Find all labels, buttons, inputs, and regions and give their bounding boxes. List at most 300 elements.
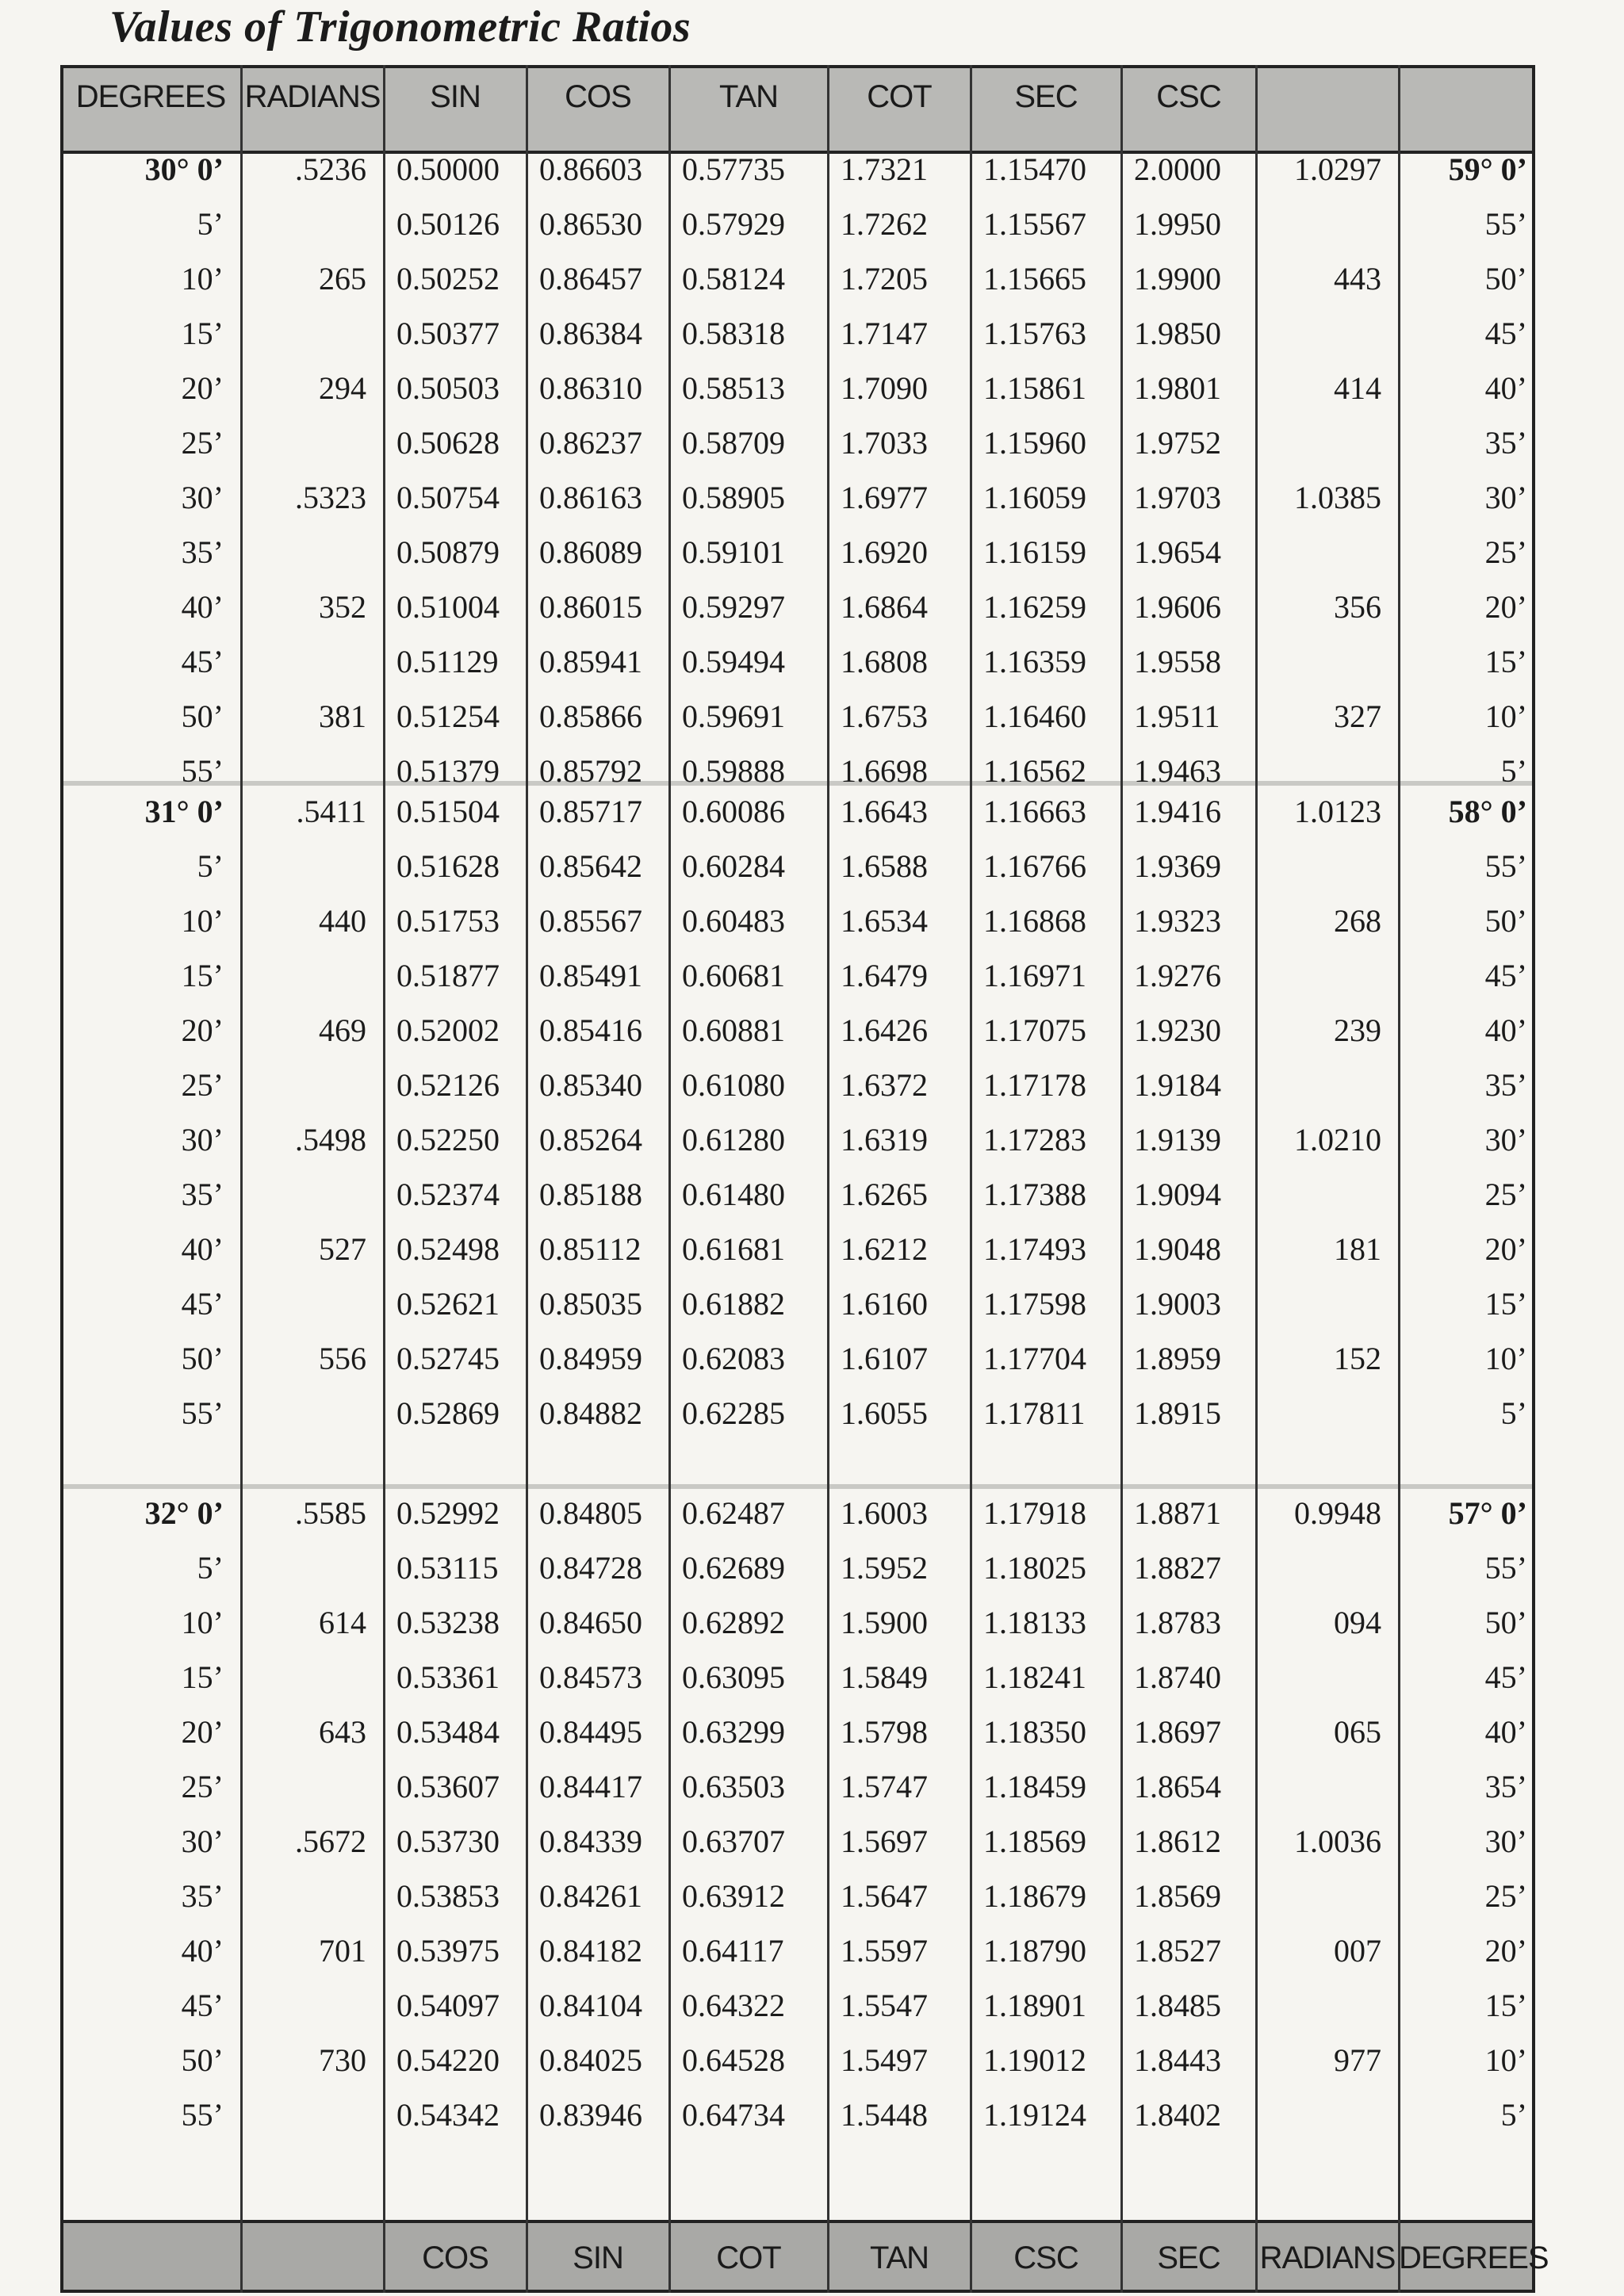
cell-deg: 45’ xyxy=(181,644,224,679)
cell-deg: 40’ xyxy=(181,1933,224,1969)
page-title: Values of Trigonometric Ratios xyxy=(109,2,691,52)
cell-tan: 0.61080 xyxy=(682,1067,785,1103)
cell-csc: 1.8612 xyxy=(1134,1823,1221,1859)
cell-rad: .5672 xyxy=(295,1823,366,1859)
cell-sin: 0.52745 xyxy=(396,1341,500,1376)
cell-rad: .5411 xyxy=(296,794,366,829)
cell-cos: 0.86237 xyxy=(539,425,642,461)
cell-deg: 5’ xyxy=(197,848,224,884)
cell-rad: 294 xyxy=(319,370,366,406)
cell-cot: 1.7321 xyxy=(841,151,928,187)
cell-deg: 55’ xyxy=(181,2097,224,2133)
cell-sec: 1.16259 xyxy=(983,589,1086,625)
cell-deg: 25’ xyxy=(181,425,224,461)
cell-sin: 0.51254 xyxy=(396,698,500,734)
cell-cos: 0.85188 xyxy=(539,1177,642,1212)
cell-cot: 1.5952 xyxy=(841,1550,928,1586)
cell-rad: 614 xyxy=(319,1605,366,1640)
cell-cot: 1.5900 xyxy=(841,1605,928,1640)
cell-csc: 1.9184 xyxy=(1134,1067,1221,1103)
cell-rad: 730 xyxy=(319,2042,366,2078)
cell-sin: 0.51379 xyxy=(396,753,500,789)
cell-cot: 1.7033 xyxy=(841,425,928,461)
cell-sec: 1.18679 xyxy=(983,1878,1086,1914)
header-cos: COS xyxy=(565,79,631,114)
cell-cos: 0.85792 xyxy=(539,753,642,789)
cell-sin: 0.51004 xyxy=(396,589,500,625)
cell-cot: 1.5747 xyxy=(841,1769,928,1804)
cell-cot: 1.6426 xyxy=(841,1012,928,1048)
cell-sec: 1.18901 xyxy=(983,1988,1086,2023)
cell-rrad: 094 xyxy=(1334,1605,1381,1640)
cell-sec: 1.17598 xyxy=(983,1286,1086,1322)
cell-rdeg: 15’ xyxy=(1484,1988,1527,2023)
cell-rdeg: 40’ xyxy=(1484,1714,1527,1750)
cell-rrad: 1.0123 xyxy=(1294,794,1381,829)
cell-sec: 1.17493 xyxy=(983,1231,1086,1267)
cell-csc: 1.8959 xyxy=(1134,1341,1221,1376)
cell-deg: 30’ xyxy=(181,480,224,515)
cell-rrad: 443 xyxy=(1334,261,1381,297)
cell-deg: 40’ xyxy=(181,589,224,625)
cell-tan: 0.57929 xyxy=(682,206,785,242)
cell-rrad: 065 xyxy=(1334,1714,1381,1750)
cell-sin: 0.51504 xyxy=(396,794,500,829)
cell-sec: 1.18133 xyxy=(983,1605,1086,1640)
cell-cos: 0.86015 xyxy=(539,589,642,625)
cell-deg: 20’ xyxy=(181,1714,224,1750)
cell-rrad: 1.0036 xyxy=(1294,1823,1381,1859)
cell-cot: 1.6753 xyxy=(841,698,928,734)
cell-tan: 0.59494 xyxy=(682,644,785,679)
footer-radians: RADIANS xyxy=(1259,2241,1396,2275)
cell-cot: 1.6588 xyxy=(841,848,928,884)
footer-cot: COT xyxy=(716,2241,781,2275)
cell-sin: 0.52498 xyxy=(396,1231,500,1267)
cell-rad: .5585 xyxy=(295,1495,366,1531)
cell-sin: 0.52126 xyxy=(396,1067,500,1103)
header-sin: SIN xyxy=(430,79,481,114)
cell-tan: 0.61280 xyxy=(682,1122,785,1158)
cell-cos: 0.85416 xyxy=(539,1012,642,1048)
footer-cos: COS xyxy=(422,2241,488,2275)
cell-rrad: 0.9948 xyxy=(1294,1495,1381,1531)
cell-csc: 1.8654 xyxy=(1134,1769,1221,1804)
cell-cos: 0.85112 xyxy=(539,1231,642,1267)
cell-cos: 0.85567 xyxy=(539,903,642,939)
cell-cot: 1.6212 xyxy=(841,1231,928,1267)
header-radians: RADIANS xyxy=(244,79,381,114)
cell-tan: 0.58905 xyxy=(682,480,785,515)
cell-tan: 0.61681 xyxy=(682,1231,785,1267)
cell-rdeg: 50’ xyxy=(1484,1605,1527,1640)
cell-rdeg: 25’ xyxy=(1484,1878,1527,1914)
cell-csc: 1.9511 xyxy=(1134,698,1220,734)
cell-csc: 1.9752 xyxy=(1134,425,1221,461)
cell-cot: 1.6372 xyxy=(841,1067,928,1103)
cell-rrad: 1.0297 xyxy=(1294,151,1381,187)
cell-rdeg: 30’ xyxy=(1484,1823,1527,1859)
cell-rdeg: 50’ xyxy=(1484,261,1527,297)
cell-tan: 0.59691 xyxy=(682,698,785,734)
cell-tan: 0.59101 xyxy=(682,534,785,570)
footer-csc: CSC xyxy=(1013,2241,1078,2275)
cell-deg: 15’ xyxy=(181,958,224,993)
cell-deg: 5’ xyxy=(197,206,224,242)
cell-sin: 0.50377 xyxy=(396,316,500,351)
cell-rdeg: 20’ xyxy=(1484,1933,1527,1969)
cell-rdeg: 35’ xyxy=(1484,1067,1527,1103)
cell-csc: 1.8527 xyxy=(1134,1933,1221,1969)
cell-rdeg: 57° 0’ xyxy=(1448,1495,1527,1531)
cell-csc: 1.9558 xyxy=(1134,644,1221,679)
cell-cot: 1.6977 xyxy=(841,480,928,515)
cell-rad: 265 xyxy=(319,261,366,297)
cell-sec: 1.17178 xyxy=(983,1067,1086,1103)
cell-cot: 1.5547 xyxy=(841,1988,928,2023)
cell-cos: 0.85264 xyxy=(539,1122,642,1158)
cell-tan: 0.60881 xyxy=(682,1012,785,1048)
cell-cos: 0.85941 xyxy=(539,644,642,679)
cell-rdeg: 35’ xyxy=(1484,1769,1527,1804)
cell-tan: 0.64734 xyxy=(682,2097,785,2133)
cell-rdeg: 15’ xyxy=(1484,1286,1527,1322)
cell-sin: 0.53484 xyxy=(396,1714,500,1750)
cell-tan: 0.58709 xyxy=(682,425,785,461)
cell-csc: 1.9654 xyxy=(1134,534,1221,570)
cell-cot: 1.5597 xyxy=(841,1933,928,1969)
cell-cos: 0.85035 xyxy=(539,1286,642,1322)
cell-cot: 1.6107 xyxy=(841,1341,928,1376)
cell-rad: 440 xyxy=(319,903,366,939)
cell-deg: 10’ xyxy=(181,1605,224,1640)
cell-csc: 1.9703 xyxy=(1134,480,1221,515)
cell-sin: 0.54342 xyxy=(396,2097,500,2133)
cell-csc: 1.8402 xyxy=(1134,2097,1221,2133)
cell-deg: 35’ xyxy=(181,534,224,570)
cell-csc: 1.9139 xyxy=(1134,1122,1221,1158)
cell-csc: 1.9900 xyxy=(1134,261,1221,297)
header-csc: CSC xyxy=(1156,79,1221,114)
cell-sec: 1.15567 xyxy=(983,206,1086,242)
cell-sec: 1.19012 xyxy=(983,2042,1086,2078)
cell-rdeg: 20’ xyxy=(1484,1231,1527,1267)
cell-sec: 1.15665 xyxy=(983,261,1086,297)
cell-tan: 0.64322 xyxy=(682,1988,785,2023)
cell-cot: 1.7262 xyxy=(841,206,928,242)
cell-sin: 0.54097 xyxy=(396,1988,500,2023)
cell-csc: 1.9369 xyxy=(1134,848,1221,884)
cell-csc: 1.9323 xyxy=(1134,903,1221,939)
cell-rrad: 977 xyxy=(1334,2042,1381,2078)
cell-sin: 0.53115 xyxy=(396,1550,499,1586)
cell-csc: 1.8697 xyxy=(1134,1714,1221,1750)
cell-tan: 0.64528 xyxy=(682,2042,785,2078)
cell-rad: 527 xyxy=(319,1231,366,1267)
cell-cos: 0.83946 xyxy=(539,2097,642,2133)
cell-rrad: 1.0210 xyxy=(1294,1122,1381,1158)
cell-sin: 0.54220 xyxy=(396,2042,500,2078)
cell-cot: 1.6160 xyxy=(841,1286,928,1322)
cell-cot: 1.6643 xyxy=(841,794,928,829)
cell-sec: 1.17283 xyxy=(983,1122,1086,1158)
cell-csc: 1.8915 xyxy=(1134,1395,1221,1431)
cell-tan: 0.63503 xyxy=(682,1769,785,1804)
cell-cot: 1.5448 xyxy=(841,2097,928,2133)
cell-rdeg: 50’ xyxy=(1484,903,1527,939)
cell-rdeg: 10’ xyxy=(1484,1341,1527,1376)
cell-cot: 1.6920 xyxy=(841,534,928,570)
cell-sec: 1.16562 xyxy=(983,753,1086,789)
cell-deg: 30’ xyxy=(181,1823,224,1859)
cell-deg: 31° 0’ xyxy=(144,794,224,829)
cell-sin: 0.52869 xyxy=(396,1395,500,1431)
cell-sin: 0.53853 xyxy=(396,1878,500,1914)
cell-sec: 1.16971 xyxy=(983,958,1086,993)
cell-sec: 1.16159 xyxy=(983,534,1086,570)
cell-sin: 0.50000 xyxy=(396,151,500,187)
cell-tan: 0.59888 xyxy=(682,753,785,789)
cell-sin: 0.51877 xyxy=(396,958,500,993)
cell-tan: 0.63299 xyxy=(682,1714,785,1750)
cell-deg: 50’ xyxy=(181,1341,224,1376)
cell-sin: 0.53975 xyxy=(396,1933,500,1969)
cell-csc: 1.8783 xyxy=(1134,1605,1221,1640)
cell-rrad: 239 xyxy=(1334,1012,1381,1048)
header-sec: SEC xyxy=(1014,79,1078,114)
cell-sec: 1.17918 xyxy=(983,1495,1086,1531)
cell-sec: 1.18569 xyxy=(983,1823,1086,1859)
cell-sec: 1.18459 xyxy=(983,1769,1086,1804)
cell-sin: 0.53607 xyxy=(396,1769,500,1804)
cell-rdeg: 25’ xyxy=(1484,1177,1527,1212)
column-divider xyxy=(526,65,528,2293)
footer-tan: TAN xyxy=(869,2241,929,2275)
cell-rdeg: 5’ xyxy=(1500,2097,1527,2133)
cell-rdeg: 40’ xyxy=(1484,370,1527,406)
cell-rdeg: 10’ xyxy=(1484,698,1527,734)
cell-deg: 55’ xyxy=(181,753,224,789)
column-divider xyxy=(383,65,385,2293)
cell-deg: 10’ xyxy=(181,261,224,297)
cell-cos: 0.85642 xyxy=(539,848,642,884)
cell-cot: 1.6003 xyxy=(841,1495,928,1531)
cell-tan: 0.62487 xyxy=(682,1495,785,1531)
cell-cot: 1.6055 xyxy=(841,1395,928,1431)
cell-csc: 1.9094 xyxy=(1134,1177,1221,1212)
cell-rdeg: 25’ xyxy=(1484,534,1527,570)
cell-sec: 1.16359 xyxy=(983,644,1086,679)
cell-csc: 1.8569 xyxy=(1134,1878,1221,1914)
cell-cot: 1.6534 xyxy=(841,903,928,939)
cell-cos: 0.86530 xyxy=(539,206,642,242)
cell-cos: 0.84182 xyxy=(539,1933,642,1969)
cell-rrad: 268 xyxy=(1334,903,1381,939)
cell-rad: 381 xyxy=(319,698,366,734)
cell-sec: 1.16059 xyxy=(983,480,1086,515)
cell-deg: 15’ xyxy=(181,1659,224,1695)
cell-cos: 0.86089 xyxy=(539,534,642,570)
header-degrees: DEGREES xyxy=(75,79,226,114)
cell-cot: 1.6479 xyxy=(841,958,928,993)
cell-rad: 469 xyxy=(319,1012,366,1048)
cell-rdeg: 35’ xyxy=(1484,425,1527,461)
cell-deg: 35’ xyxy=(181,1177,224,1212)
cell-rdeg: 55’ xyxy=(1484,848,1527,884)
cell-cos: 0.84728 xyxy=(539,1550,642,1586)
cell-sec: 1.18350 xyxy=(983,1714,1086,1750)
cell-cos: 0.84959 xyxy=(539,1341,642,1376)
cell-sec: 1.15960 xyxy=(983,425,1086,461)
cell-cos: 0.84417 xyxy=(539,1769,642,1804)
cell-sec: 1.16460 xyxy=(983,698,1086,734)
cell-csc: 1.8827 xyxy=(1134,1550,1221,1586)
cell-cos: 0.84573 xyxy=(539,1659,642,1695)
cell-sin: 0.50126 xyxy=(396,206,500,242)
cell-csc: 1.9276 xyxy=(1134,958,1221,993)
cell-tan: 0.60681 xyxy=(682,958,785,993)
cell-csc: 1.9230 xyxy=(1134,1012,1221,1048)
cell-rdeg: 5’ xyxy=(1500,1395,1527,1431)
cell-cot: 1.6265 xyxy=(841,1177,928,1212)
cell-cot: 1.5849 xyxy=(841,1659,928,1695)
cell-sec: 1.17811 xyxy=(983,1395,1086,1431)
column-divider xyxy=(1120,65,1123,2293)
cell-rdeg: 45’ xyxy=(1484,1659,1527,1695)
cell-sec: 1.17388 xyxy=(983,1177,1086,1212)
cell-sin: 0.53730 xyxy=(396,1823,500,1859)
cell-csc: 1.8871 xyxy=(1134,1495,1221,1531)
cell-csc: 1.9416 xyxy=(1134,794,1221,829)
cell-sin: 0.52374 xyxy=(396,1177,500,1212)
cell-rdeg: 59° 0’ xyxy=(1448,151,1527,187)
cell-deg: 45’ xyxy=(181,1286,224,1322)
cell-deg: 25’ xyxy=(181,1067,224,1103)
cell-tan: 0.62083 xyxy=(682,1341,785,1376)
cell-deg: 20’ xyxy=(181,370,224,406)
cell-tan: 0.57735 xyxy=(682,151,785,187)
cell-tan: 0.64117 xyxy=(682,1933,784,1969)
cell-sec: 1.16766 xyxy=(983,848,1086,884)
cell-rdeg: 10’ xyxy=(1484,2042,1527,2078)
cell-deg: 30° 0’ xyxy=(144,151,224,187)
cell-rdeg: 5’ xyxy=(1500,753,1527,789)
cell-cot: 1.5798 xyxy=(841,1714,928,1750)
cell-cos: 0.84104 xyxy=(539,1988,642,2023)
cell-tan: 0.60086 xyxy=(682,794,785,829)
cell-csc: 1.8443 xyxy=(1134,2042,1221,2078)
cell-tan: 0.61480 xyxy=(682,1177,785,1212)
cell-sin: 0.52621 xyxy=(396,1286,500,1322)
cell-cos: 0.86163 xyxy=(539,480,642,515)
cell-sin: 0.52002 xyxy=(396,1012,500,1048)
cell-rad: .5323 xyxy=(295,480,366,515)
cell-rrad: 414 xyxy=(1334,370,1381,406)
cell-cos: 0.86603 xyxy=(539,151,642,187)
cell-cos: 0.84882 xyxy=(539,1395,642,1431)
cell-rdeg: 30’ xyxy=(1484,480,1527,515)
cell-cos: 0.86384 xyxy=(539,316,642,351)
cell-tan: 0.63707 xyxy=(682,1823,785,1859)
cell-tan: 0.60483 xyxy=(682,903,785,939)
cell-cos: 0.84495 xyxy=(539,1714,642,1750)
cell-sin: 0.53238 xyxy=(396,1605,500,1640)
cell-csc: 1.8485 xyxy=(1134,1988,1221,2023)
cell-sec: 1.16868 xyxy=(983,903,1086,939)
cell-csc: 1.8740 xyxy=(1134,1659,1221,1695)
cell-rrad: 356 xyxy=(1334,589,1381,625)
cell-csc: 1.9950 xyxy=(1134,206,1221,242)
cell-tan: 0.62689 xyxy=(682,1550,785,1586)
cell-rad: 701 xyxy=(319,1933,366,1969)
cell-sin: 0.51753 xyxy=(396,903,500,939)
cell-cos: 0.86457 xyxy=(539,261,642,297)
cell-rad: 643 xyxy=(319,1714,366,1750)
cell-csc: 1.9048 xyxy=(1134,1231,1221,1267)
cell-sin: 0.50628 xyxy=(396,425,500,461)
cell-sin: 0.51628 xyxy=(396,848,500,884)
cell-rdeg: 15’ xyxy=(1484,644,1527,679)
cell-cos: 0.84339 xyxy=(539,1823,642,1859)
cell-cot: 1.6319 xyxy=(841,1122,928,1158)
cell-rad: 352 xyxy=(319,589,366,625)
cell-tan: 0.58513 xyxy=(682,370,785,406)
cell-rad: 556 xyxy=(319,1341,366,1376)
cell-csc: 2.0000 xyxy=(1134,151,1221,187)
cell-sec: 1.19124 xyxy=(983,2097,1086,2133)
cell-rrad: 007 xyxy=(1334,1933,1381,1969)
cell-deg: 55’ xyxy=(181,1395,224,1431)
cell-deg: 5’ xyxy=(197,1550,224,1586)
header-cot: COT xyxy=(867,79,932,114)
cell-sec: 1.18790 xyxy=(983,1933,1086,1969)
cell-cos: 0.85866 xyxy=(539,698,642,734)
footer-sin: SIN xyxy=(573,2241,623,2275)
cell-sec: 1.17075 xyxy=(983,1012,1086,1048)
cell-cot: 1.7147 xyxy=(841,316,928,351)
cell-deg: 35’ xyxy=(181,1878,224,1914)
cell-deg: 50’ xyxy=(181,698,224,734)
cell-sin: 0.51129 xyxy=(396,644,499,679)
cell-rdeg: 20’ xyxy=(1484,589,1527,625)
cell-cot: 1.6698 xyxy=(841,753,928,789)
cell-deg: 25’ xyxy=(181,1769,224,1804)
cell-cos: 0.85340 xyxy=(539,1067,642,1103)
cell-sec: 1.17704 xyxy=(983,1341,1086,1376)
cell-csc: 1.9850 xyxy=(1134,316,1221,351)
cell-deg: 30’ xyxy=(181,1122,224,1158)
footer-degrees: DEGREES xyxy=(1399,2241,1549,2275)
cell-cos: 0.84025 xyxy=(539,2042,642,2078)
cell-rdeg: 58° 0’ xyxy=(1448,794,1527,829)
cell-cot: 1.5697 xyxy=(841,1823,928,1859)
cell-tan: 0.62892 xyxy=(682,1605,785,1640)
cell-tan: 0.62285 xyxy=(682,1395,785,1431)
cell-sin: 0.50879 xyxy=(396,534,500,570)
cell-rdeg: 40’ xyxy=(1484,1012,1527,1048)
cell-rdeg: 30’ xyxy=(1484,1122,1527,1158)
cell-sec: 1.15861 xyxy=(983,370,1086,406)
footer-sec: SEC xyxy=(1157,2241,1220,2275)
column-divider xyxy=(668,65,671,2293)
cell-sin: 0.52250 xyxy=(396,1122,500,1158)
cell-rad: .5498 xyxy=(295,1122,366,1158)
cell-deg: 32° 0’ xyxy=(144,1495,224,1531)
cell-sec: 1.15470 xyxy=(983,151,1086,187)
cell-rad: .5236 xyxy=(295,151,366,187)
cell-sec: 1.18241 xyxy=(983,1659,1086,1695)
cell-tan: 0.58124 xyxy=(682,261,785,297)
